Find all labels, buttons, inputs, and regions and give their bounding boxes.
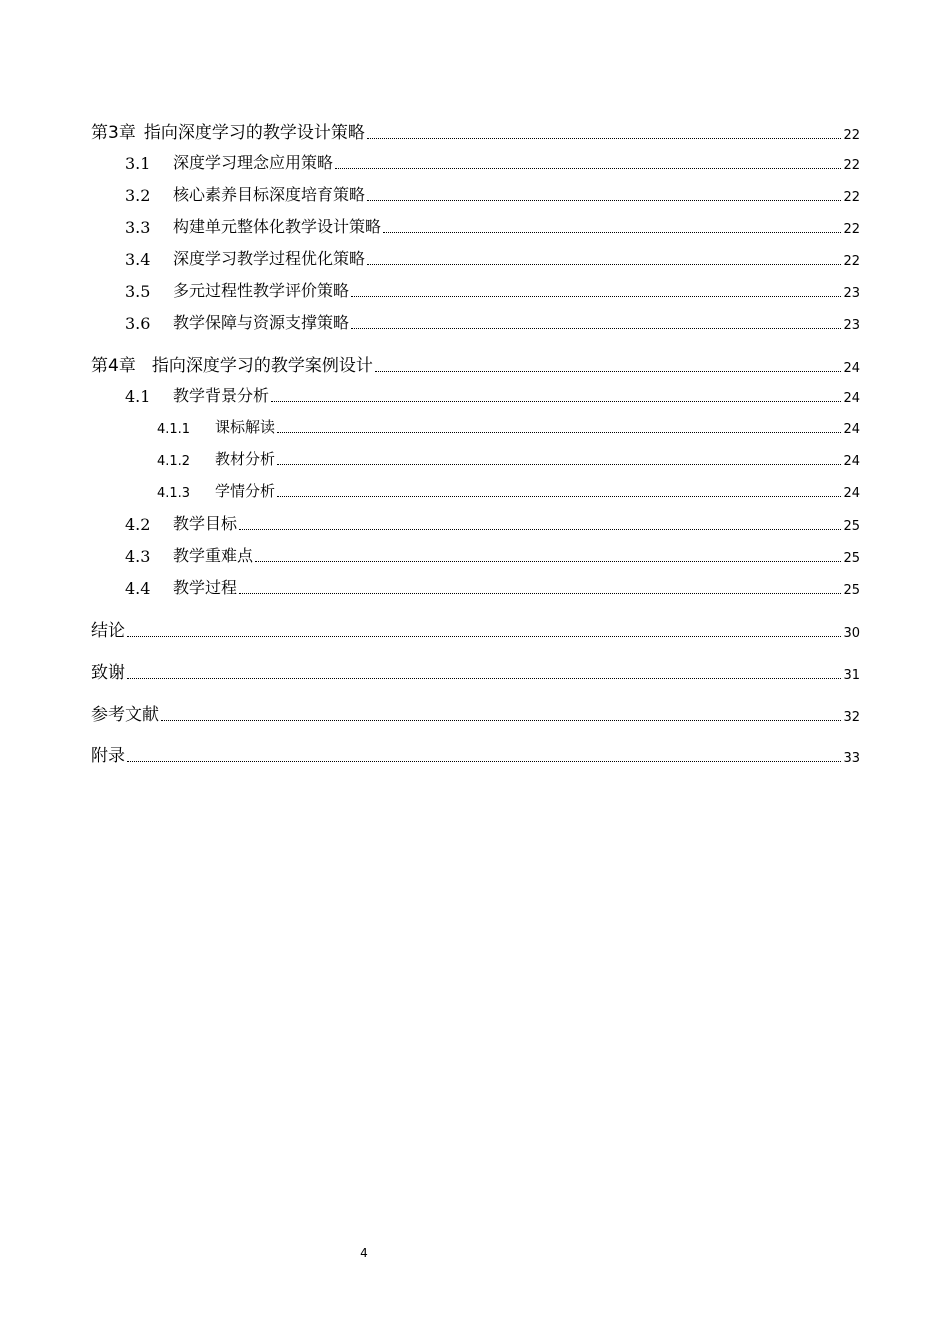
toc-entry-page: 22	[843, 222, 860, 237]
toc-entry-title: 结论	[91, 621, 125, 641]
toc-entry-number: 第4章	[91, 356, 136, 376]
toc-entry-number: 4.1.3	[157, 486, 191, 501]
toc-entry-page: 30	[843, 626, 860, 641]
toc-entry-number: 3.5	[125, 282, 151, 301]
toc-entry[interactable]	[91, 448, 860, 469]
toc-entry[interactable]	[91, 658, 860, 683]
toc-entry[interactable]	[91, 416, 860, 437]
toc-entry-title: 教学保障与资源支撑策略	[173, 313, 350, 332]
toc-entry-number: 3.3	[125, 218, 151, 237]
toc-entry[interactable]	[91, 214, 860, 237]
toc-entry-number: 4.1.1	[157, 422, 191, 437]
toc-entry-page: 31	[843, 668, 860, 683]
toc-entry-number: 4.1	[125, 387, 151, 406]
dot-leader	[375, 370, 842, 372]
toc-entry-number: 3.4	[125, 250, 151, 269]
toc-entry-title: 教学过程	[173, 578, 238, 597]
toc-entry-number: 4.3	[125, 547, 151, 566]
toc-entry[interactable]	[91, 480, 860, 501]
toc-entry-number: 3.6	[125, 314, 151, 333]
toc-entry[interactable]	[91, 118, 860, 143]
toc-entry-number: 4.2	[125, 515, 151, 534]
toc-entry[interactable]	[91, 278, 860, 301]
toc-entry-page: 22	[843, 128, 860, 143]
toc-entry-page: 32	[843, 710, 860, 725]
toc-entry-page: 22	[843, 190, 860, 205]
toc-entry-title: 参考文献	[91, 705, 159, 725]
dot-leader	[127, 677, 841, 679]
dot-leader	[367, 263, 841, 265]
toc-entry-page: 24	[843, 361, 860, 376]
toc-entry-title: 构建单元整体化教学设计策略	[173, 217, 382, 236]
toc-entry[interactable]	[91, 741, 860, 766]
dot-leader	[161, 719, 841, 721]
toc-entry[interactable]	[91, 700, 860, 725]
toc-entry-title: 学情分析	[215, 482, 276, 500]
dot-leader	[351, 327, 841, 329]
toc-entry-title: 教学重难点	[173, 546, 254, 565]
toc-entry[interactable]	[91, 616, 860, 641]
toc-entry-title: 课标解读	[215, 418, 276, 436]
toc-entry[interactable]	[91, 383, 860, 406]
toc-entry-number: 4.1.2	[157, 454, 191, 469]
toc-entry-page: 22	[843, 158, 860, 173]
toc-entry[interactable]	[91, 575, 860, 598]
toc-entry[interactable]	[91, 182, 860, 205]
dot-leader	[127, 760, 841, 762]
toc-entry[interactable]	[91, 310, 860, 333]
dot-leader	[277, 495, 841, 497]
page-number: 4	[360, 1246, 368, 1260]
toc-entry[interactable]	[91, 543, 860, 566]
dot-leader	[239, 528, 841, 530]
toc-entry-page: 24	[843, 454, 860, 469]
toc-entry-title: 指向深度学习的教学设计策略	[143, 123, 365, 143]
toc-entry-page: 22	[843, 254, 860, 269]
toc-entry[interactable]	[91, 246, 860, 269]
toc-entry-page: 24	[843, 486, 860, 501]
toc-entry-page: 24	[843, 422, 860, 437]
toc-entry-number: 3.1	[125, 154, 151, 173]
dot-leader	[255, 560, 841, 562]
dot-leader	[277, 431, 841, 433]
dot-leader	[277, 463, 841, 465]
toc-entry-title: 多元过程性教学评价策略	[173, 281, 350, 300]
toc-entry-page: 25	[843, 583, 860, 598]
toc-entry-title: 深度学习理念应用策略	[173, 153, 334, 172]
dot-leader	[367, 137, 842, 139]
toc-entry-page: 25	[843, 519, 860, 534]
toc-entry-page: 23	[843, 318, 860, 333]
toc-entry-title: 指向深度学习的教学案例设计	[151, 356, 373, 376]
dot-leader	[351, 295, 841, 297]
dot-leader	[239, 592, 841, 594]
toc-entry-page: 33	[843, 751, 860, 766]
dot-leader	[335, 167, 841, 169]
toc-entry-page: 24	[843, 391, 860, 406]
toc-entry-page: 23	[843, 286, 860, 301]
toc-entry-title: 教学目标	[173, 514, 238, 533]
toc-entry-number: 第3章	[91, 123, 136, 143]
toc-entry[interactable]	[91, 511, 860, 534]
toc-entry-number: 4.4	[125, 579, 151, 598]
dot-leader	[367, 199, 841, 201]
toc-entry-number: 3.2	[125, 186, 151, 205]
toc-entry-title: 核心素养目标深度培育策略	[173, 185, 366, 204]
toc-entry-title: 致谢	[91, 663, 125, 683]
toc-entry[interactable]	[91, 150, 860, 173]
dot-leader	[127, 635, 841, 637]
toc-entry-title: 附录	[91, 746, 125, 766]
dot-leader	[271, 400, 841, 402]
toc-entry-page: 25	[843, 551, 860, 566]
toc-entry-title: 教材分析	[215, 450, 276, 468]
toc-entry[interactable]	[91, 351, 860, 376]
toc-entry-title: 教学背景分析	[173, 386, 270, 405]
toc-entry-title: 深度学习教学过程优化策略	[173, 249, 366, 268]
dot-leader	[383, 231, 841, 233]
